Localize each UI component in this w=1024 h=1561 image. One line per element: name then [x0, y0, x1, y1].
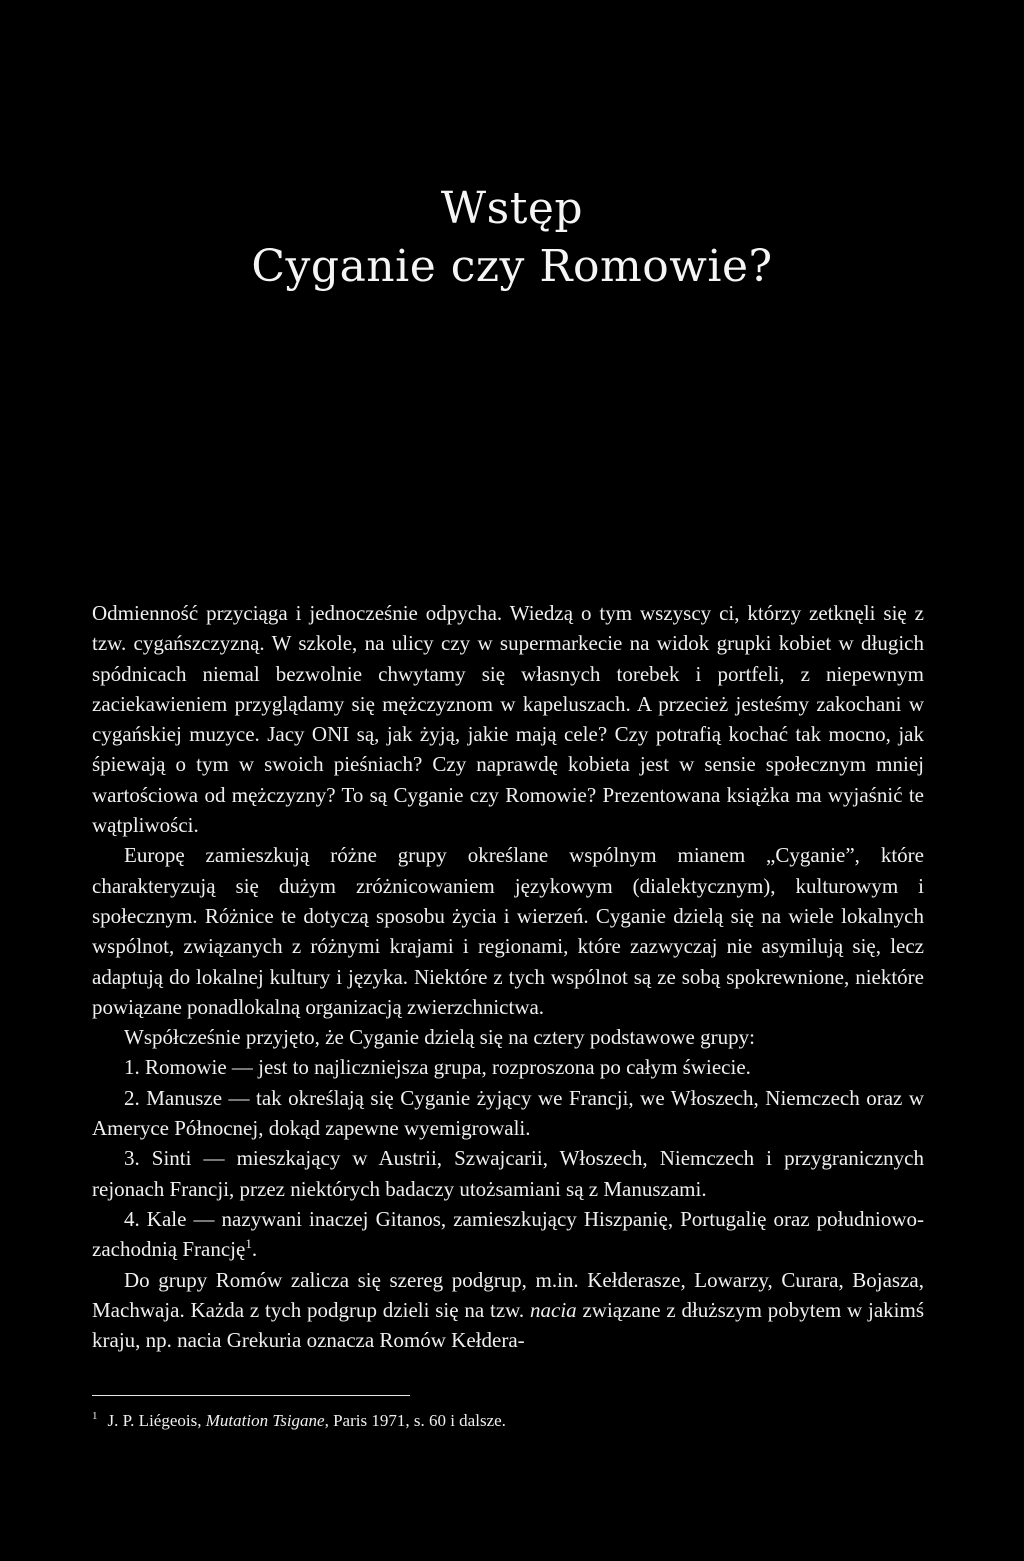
chapter-subtitle: Cyganie czy Romowie? [251, 241, 773, 292]
list-item-romowie: 1. Romowie — jest to najliczniejsza grupa, rozproszona po całym świecie. [124, 1055, 751, 1080]
italic-term-nacia: nacia [530, 1297, 577, 1322]
list-item-manusze: 2. Manusze — tak określają się Cyganie żyjący we Francji, we Włoszech, Niemczech oraz w Ameryce Północnej, dokąd zapewne wyemigrowali. [92, 1085, 924, 1141]
paragraph-intro: Odmienność przyciąga i jednocześnie odpycha. Wiedzą o tym wszyscy ci, którzy zetknęli się z tzw. cygańszczyzną. W szkole, na ulicy czy w supermarkecie na widok grupki kobiet w długich spódnicach niemal bezwolnie chwytamy się własnych torebek i portfeli, z niepewnym zaciekawieniem przyglądamy się mężczyznom w kapeluszach. A przecież jesteśmy zakochani w cygańskiej muzyce. Jacy ONI są, jak żyją, jakie mają cele? Czy potrafią kochać tak mocno, jak śpiewają o tym w swoich pieśniach? Czy naprawdę kobieta jest w sensie społecznym mniej wartościowa od mężczyzny? To są Cyganie czy Romowie? Prezentowana książka ma wyjaśnić te wątpliwości. [92, 601, 924, 838]
footnote-work-title: Mutation Tsigane [205, 1411, 325, 1430]
list-item-kale-text: 4. Kale — nazywani inaczej Gitanos, zamieszkujący Hiszpanię, Portugalię oraz południowo-zachodnią Francję [92, 1206, 924, 1262]
footnote-details: , Paris 1971, s. 60 i dalsze. [324, 1411, 506, 1430]
paragraph-classification: Współcześnie przyjęto, że Cyganie dzielą się na cztery podstawowe grupy: [124, 1025, 755, 1050]
footnote-mark: 1 [92, 1410, 98, 1422]
list-item-kale [92, 1204, 924, 1265]
footnote-divider [92, 1395, 410, 1396]
list-item-sinti: 3. Sinti — mieszkający w Austrii, Szwajcarii, Włoszech, Niemczech i przygranicznych rejonach Francji, przez niektórych badaczy utożsamiani są z Manuszami. [92, 1146, 924, 1201]
footnote [92, 1409, 924, 1433]
footnote-author: J. P. Liégeois, [107, 1411, 206, 1430]
paragraph-groups: Europę zamieszkują różne grupy określane wspólnym mianem „Cyganie”, które charakteryzują się dużym zróżnicowaniem językowym (dialektycznym), kulturowym i społecznym. Różnice te dotyczą sposobu życia i wierzeń. Cyganie dzielą się na wiele lokalnych wspólnot, związanych z różnymi krajami i regionami, które zazwyczaj nie asymilują się, lecz adaptują do lokalnej kultury i języka. Niektóre z tych wspólnot są ze sobą spokrewnione, niektóre powiązane ponadlokalną organizacją zwierzchnictwa. [92, 843, 924, 1019]
footnote-reference[interactable]: 1 [245, 1236, 252, 1252]
chapter-title: Wstęp [440, 183, 584, 234]
paragraph-subgroups-start: Do grupy Romów zalicza się szereg podgrup, m.in. Kełderasze, Lowarzy, Curara, Bojasza, Machwaja. Każda z tych podgrup dzieli się na tzw. [92, 1267, 924, 1322]
paragraph-subgroups-end: związane z dłuższym pobytem w jakimś kraju, np. nacia Grekuria oznacza Romów Kełdera- [92, 1297, 925, 1353]
paragraph-subgroups [92, 1265, 924, 1356]
body-text [92, 598, 924, 1355]
chapter-heading [0, 180, 1024, 296]
list-item-kale-end: . [251, 1237, 258, 1262]
